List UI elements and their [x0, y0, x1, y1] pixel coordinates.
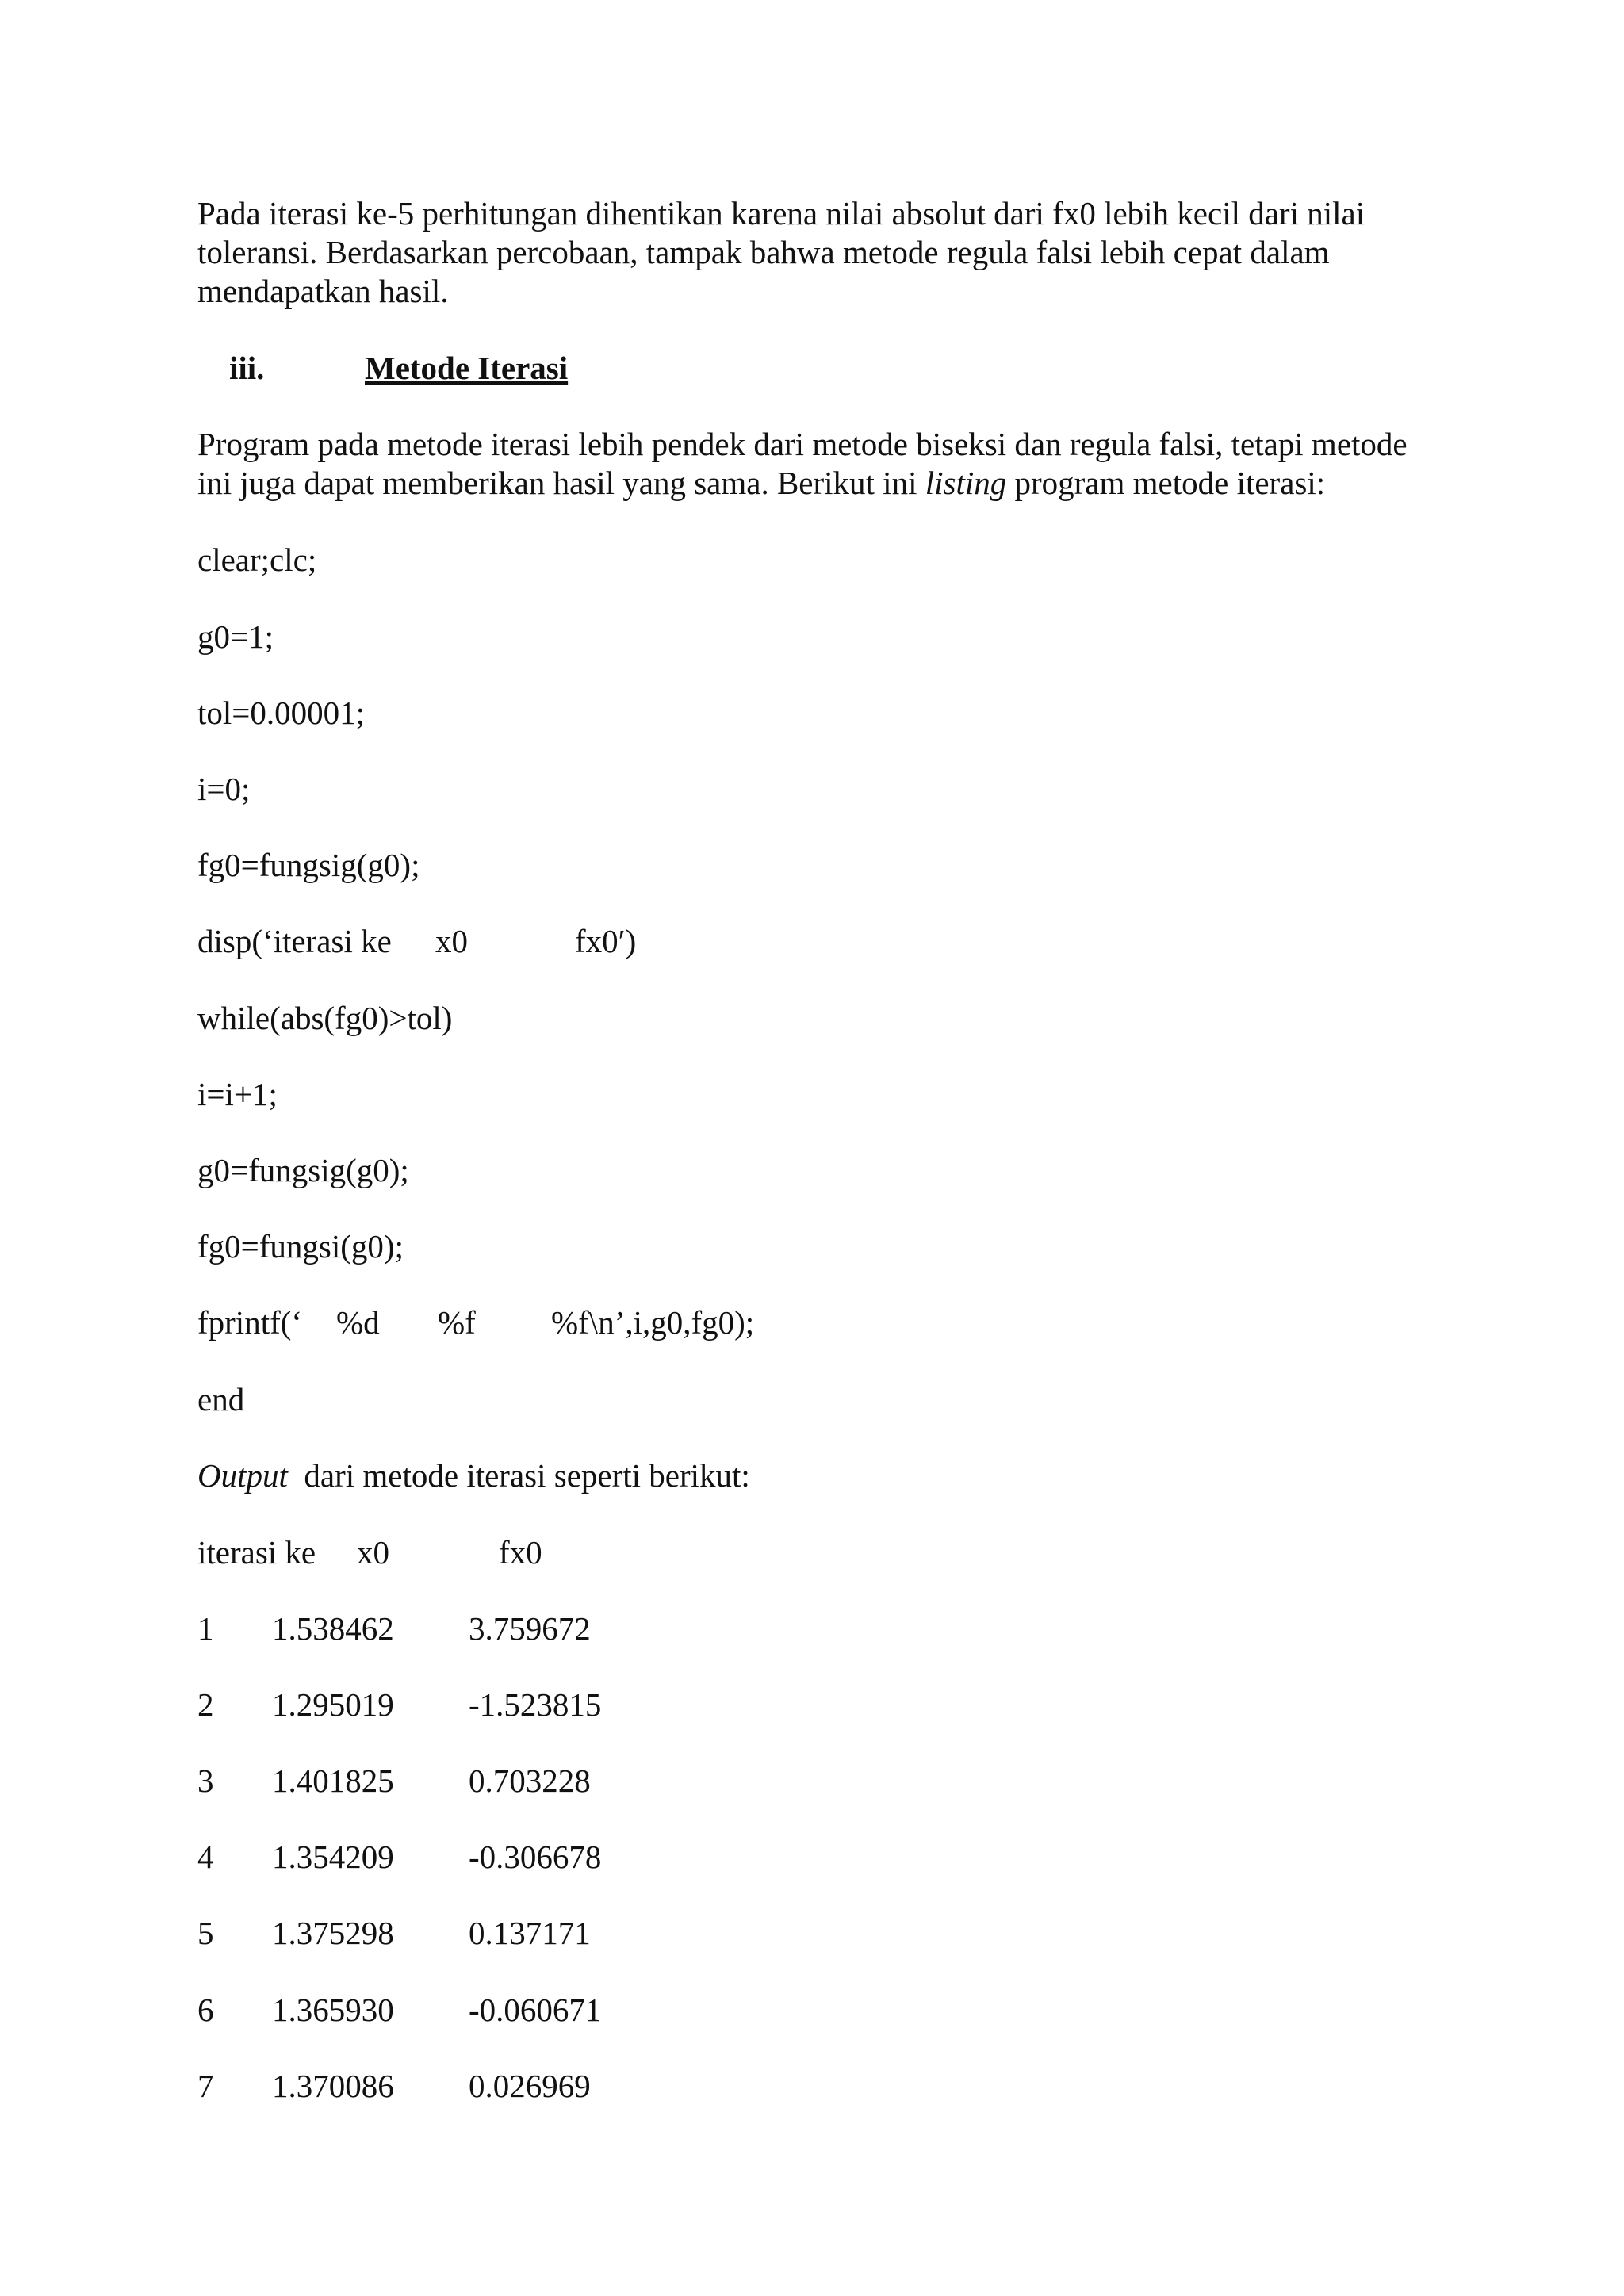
code-disp-part: fx0′): [575, 923, 637, 959]
table-header-fx0: fx0: [499, 1534, 542, 1571]
code-line: tol=0.00001;: [197, 695, 366, 731]
table-cell: 1.375298: [272, 1915, 394, 1951]
table-cell: 2: [197, 1686, 214, 1723]
code-line: g0=fungsig(g0);: [197, 1152, 409, 1188]
output-table-header: [197, 1533, 990, 1571]
table-cell: 7: [197, 2068, 214, 2104]
code-disp-part: x0: [435, 923, 468, 959]
table-cell: 1.370086: [272, 2068, 394, 2104]
table-cell: 1.295019: [272, 1686, 394, 1723]
description-line-1: Program pada metode iterasi lebih pendek dari metode biseksi dan regula falsi, tetapi metode: [197, 426, 1408, 462]
table-cell: 4: [197, 1839, 214, 1875]
output-intro-rest: dari metode iterasi seperti berikut:: [287, 1457, 750, 1494]
description-line-2-after: program metode iterasi:: [1006, 465, 1326, 501]
code-line: fg0=fungsig(g0);: [197, 847, 420, 883]
section-title: Metode Iterasi: [365, 350, 569, 386]
table-cell: 0.026969: [469, 2068, 591, 2104]
code-line: i=0;: [197, 771, 251, 807]
description-line-2-before: ini juga dapat memberikan hasil yang sama. Berikut ini: [197, 465, 925, 501]
table-header-x0: x0: [357, 1534, 389, 1571]
table-cell: 5: [197, 1915, 214, 1951]
code-line: clear;clc;: [197, 541, 317, 578]
code-line: fg0=fungsi(g0);: [197, 1228, 404, 1265]
table-cell: 6: [197, 1992, 214, 2028]
code-fprintf-part: %f: [438, 1304, 476, 1341]
table-cell: -0.306678: [469, 1839, 602, 1875]
code-fprintf-part: %d: [336, 1304, 380, 1341]
code-line-fprintf: [197, 1303, 1149, 1341]
table-row: [197, 1609, 990, 1647]
intro-line-3: mendapatkan hasil.: [197, 273, 449, 309]
table-cell: 1: [197, 1610, 214, 1647]
description-line-2: [197, 464, 1325, 502]
intro-line-1: Pada iterasi ke-5 perhitungan dihentikan karena nilai absolut dari fx0 lebih kecil dari nilai: [197, 195, 1365, 232]
table-cell: 1.365930: [272, 1992, 394, 2028]
intro-line-2: toleransi. Berdasarkan percobaan, tampak bahwa metode regula falsi lebih cepat dalam: [197, 234, 1330, 270]
code-line: g0=1;: [197, 618, 274, 655]
table-cell: 3.759672: [469, 1610, 591, 1647]
table-row: [197, 1838, 990, 1876]
table-cell: 3: [197, 1762, 214, 1799]
output-intro: [197, 1456, 750, 1494]
code-fprintf-part: fprintf(‘: [197, 1304, 303, 1341]
table-cell: -0.060671: [469, 1992, 602, 2028]
code-line-end: end: [197, 1381, 245, 1418]
table-cell: 0.703228: [469, 1762, 591, 1799]
table-cell: 1.354209: [272, 1839, 394, 1875]
table-row: [197, 2067, 990, 2105]
table-row: [197, 1991, 990, 2029]
table-header-iteration: iterasi ke: [197, 1534, 316, 1571]
table-cell: 1.401825: [272, 1762, 394, 1799]
section-number: iii.: [229, 350, 265, 386]
code-line: i=i+1;: [197, 1076, 278, 1112]
table-cell: -1.523815: [469, 1686, 602, 1723]
table-row: [197, 1914, 990, 1952]
table-cell: 0.137171: [469, 1915, 591, 1951]
code-line-disp: [197, 922, 990, 960]
table-row: [197, 1762, 990, 1800]
description-line-2-italic: listing: [925, 465, 1007, 501]
code-line: while(abs(fg0)>tol): [197, 1000, 453, 1036]
code-fprintf-part: %f\n’,i,g0,fg0);: [551, 1304, 755, 1341]
table-cell: 1.538462: [272, 1610, 394, 1647]
output-intro-italic: Output: [197, 1457, 288, 1494]
table-row: [197, 1686, 990, 1724]
code-disp-part: disp(‘iterasi ke: [197, 923, 392, 959]
